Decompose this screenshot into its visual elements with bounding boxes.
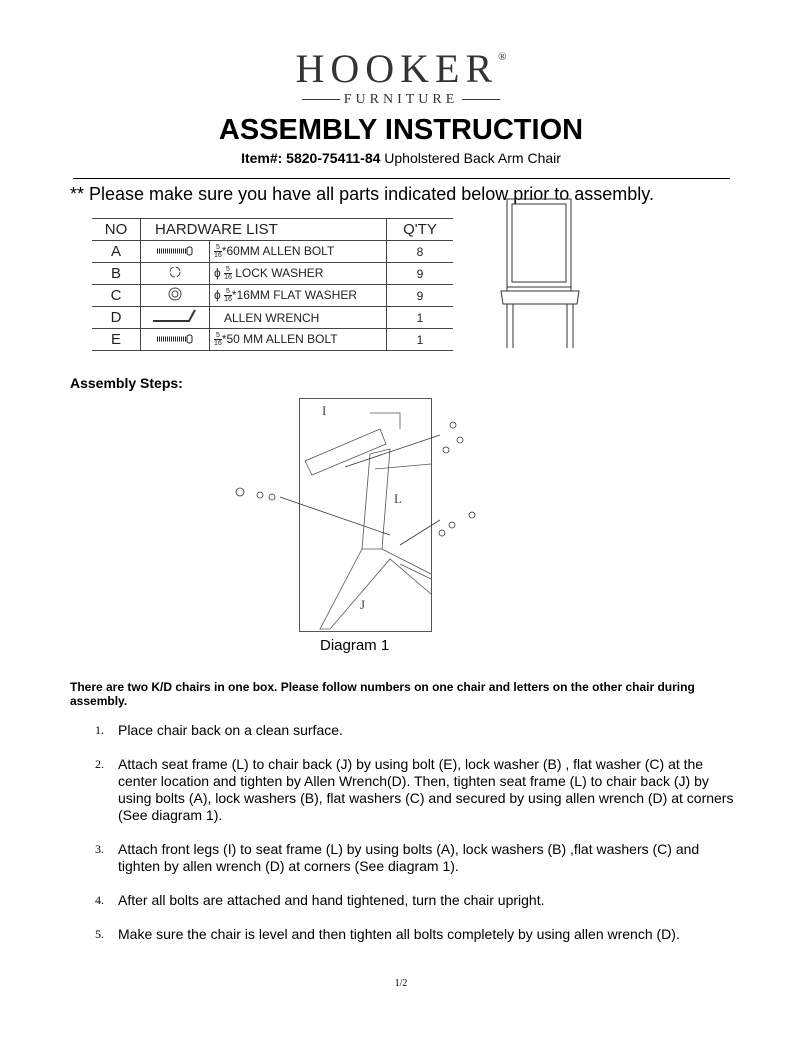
part-letter: A — [92, 241, 141, 263]
part-description — [210, 307, 387, 329]
fraction-numerator: 5 — [226, 288, 230, 296]
step-item — [70, 926, 740, 943]
part-quantity: 1 — [387, 307, 454, 329]
page-title: ASSEMBLY INSTRUCTION — [218, 114, 584, 146]
fraction-denominator: 16 — [214, 252, 222, 260]
steps-list — [70, 722, 740, 960]
item-number: Item#: 5820-75411-84 — [241, 150, 381, 166]
header-list: HARDWARE LIST — [141, 219, 387, 241]
kd-chairs-note: There are two K/D chairs in one box. Please follow numbers on one chair and letters on the other chair during assembly. — [70, 680, 695, 708]
header-qty: Q'TY — [387, 219, 454, 241]
parts-note: ** Please make sure you have all parts indicated below prior to assembly. — [70, 184, 654, 204]
label-l: L — [394, 491, 402, 506]
page-number: 1/2 — [394, 978, 408, 989]
diameter-symbol: ϕ — [214, 287, 225, 302]
part-quantity: 8 — [387, 241, 454, 263]
logo-sub-text: FURNITURE — [343, 92, 459, 107]
logo-rule-left — [302, 99, 340, 100]
hardware-table — [92, 218, 453, 351]
step-text: Attach seat frame (L) to chair back (J) by using bolt (E), lock washer (B) , flat washer (C) at the center location and tighten by Allen Wrench(D). Then, tighten seat frame (L) to chair back (J) by using bolts (A), lock washers (B), flat washers (C) and secured by using allen wrench (D) at corners (See diagram 1). — [118, 756, 734, 823]
item-description: Upholstered Back Arm Chair — [380, 150, 561, 166]
fraction — [214, 244, 222, 259]
part-name: *50 MM ALLEN BOLT — [221, 331, 338, 346]
label-j: J — [360, 597, 366, 612]
step-number: 4. — [95, 893, 104, 907]
divider — [73, 178, 730, 179]
item-line — [0, 150, 802, 166]
table-row — [92, 241, 453, 263]
step-number: 1. — [95, 723, 104, 737]
fraction — [224, 288, 232, 303]
part-name: LOCK WASHER — [231, 265, 324, 280]
hardware-callouts — [220, 405, 510, 555]
table-row — [92, 329, 453, 351]
step-text: After all bolts are attached and hand tightened, turn the chair upright. — [118, 892, 545, 908]
allen-wrench-icon — [141, 307, 210, 329]
bolt-icon — [141, 329, 210, 351]
logo-subtitle — [0, 92, 802, 108]
logo-text: HOOKER — [295, 46, 499, 91]
fraction-numerator: 5 — [226, 266, 230, 274]
step-text: Make sure the chair is level and then tighten all bolts completely by using allen wrench (D). — [118, 926, 680, 942]
fraction — [224, 266, 232, 281]
step-text: Place chair back on a clean surface. — [118, 722, 343, 738]
logo-rule-right — [462, 99, 500, 100]
step-number: 3. — [95, 842, 104, 856]
table-row — [92, 263, 453, 285]
header-no: NO — [92, 219, 141, 241]
fraction-denominator: 16 — [224, 274, 232, 282]
step-item — [70, 756, 740, 824]
hooker-logo — [0, 45, 802, 92]
part-description — [210, 285, 387, 307]
step-number: 2. — [95, 757, 104, 771]
hardware-table-body — [92, 241, 453, 351]
fraction-denominator: 16 — [214, 340, 222, 348]
step-item — [70, 841, 740, 875]
chair-illustration — [493, 196, 588, 358]
fraction-numerator: 5 — [215, 332, 220, 340]
flat-washer-icon — [141, 285, 210, 307]
part-quantity: 9 — [387, 285, 454, 307]
part-letter: E — [92, 329, 141, 351]
registered-mark: ® — [498, 51, 507, 63]
fraction-numerator: 5 — [215, 244, 220, 252]
step-item — [70, 892, 740, 909]
step-text: Attach front legs (I) to seat frame (L) by using bolts (A), lock washers (B) ,flat washers (C) and tighten by allen wrench (D) at corners (See diagram 1). — [118, 841, 700, 874]
table-row — [92, 307, 453, 329]
part-quantity: 1 — [387, 329, 454, 351]
part-name: *60MM ALLEN BOLT — [221, 243, 335, 258]
step-item — [70, 722, 740, 739]
part-description — [210, 263, 387, 285]
table-header — [92, 219, 453, 241]
diagram-caption: Diagram 1 — [320, 637, 390, 654]
part-description — [210, 241, 387, 263]
part-name: *16MM FLAT WASHER — [231, 287, 357, 302]
part-quantity: 9 — [387, 263, 454, 285]
part-letter: B — [92, 263, 141, 285]
diameter-symbol: ϕ — [214, 265, 225, 280]
part-name: ALLEN WRENCH — [224, 310, 320, 325]
lock-washer-icon — [141, 263, 210, 285]
part-letter: D — [92, 307, 141, 329]
table-row — [92, 285, 453, 307]
fraction — [214, 332, 222, 347]
assembly-steps-heading: Assembly Steps: — [70, 375, 183, 391]
part-description — [210, 329, 387, 351]
fraction-denominator: 16 — [224, 296, 232, 304]
label-i: I — [322, 403, 327, 418]
step-number: 5. — [95, 927, 104, 941]
part-letter: C — [92, 285, 141, 307]
bolt-icon — [141, 241, 210, 263]
